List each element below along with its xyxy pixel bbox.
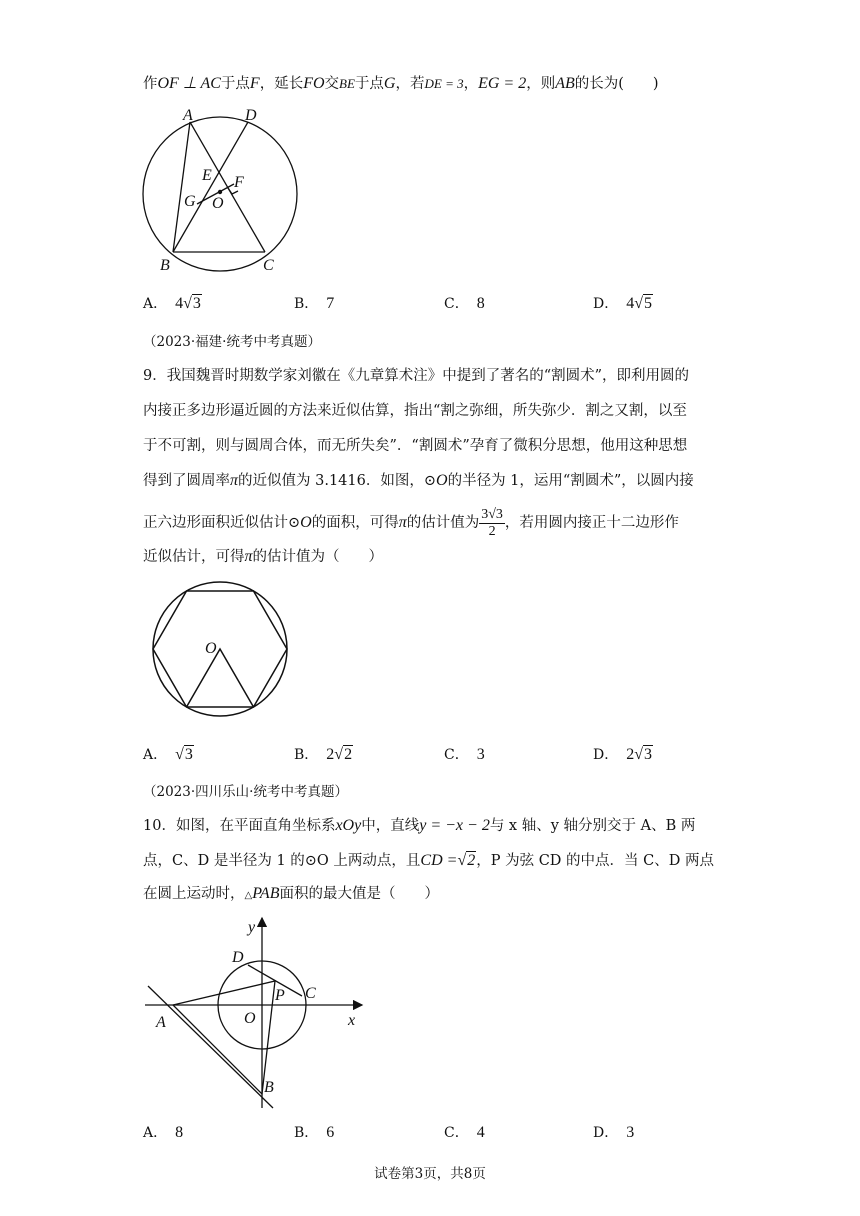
label-A: A (183, 107, 193, 124)
q8-option-b[interactable]: B． 7 (294, 295, 335, 312)
label-O: O (244, 1010, 256, 1027)
fraction-3root3-over-2: $\frac{3√3}{2}$ (481, 506, 503, 539)
q9-stem-line-4: 得到了圆周率π的近似值为 3.1416．如图，⊙O的半径为 1，运用“割圆术”，以圆内接 (143, 472, 694, 489)
q10-option-d[interactable]: D． 3 (593, 1124, 635, 1141)
q10-stem-line-1: 10．如图，在平面直角坐标系xOy中，直线y = −x − 2与 x 轴、y 轴分别交于 A、B 两 (143, 817, 696, 834)
q9-option-d[interactable]: D． 2√3 (593, 746, 653, 763)
q10-figure (140, 908, 370, 1113)
axis-label-y: y (248, 919, 256, 936)
q10-source: （2023·四川乐山·统考中考真题） (143, 784, 348, 800)
label-C: C (263, 257, 274, 274)
label-B: B (264, 1079, 274, 1096)
q9-option-b[interactable]: B． 2√2 (294, 746, 353, 763)
axis-label-x: x (348, 1012, 356, 1029)
label-D: D (232, 949, 244, 966)
label-E: E (202, 167, 212, 184)
q9-stem-line-5: 正六边形面积近似估计⊙O的面积，可得π的估计值为 $\frac{3√3}{2}$ ，若用圆内接正十二边形作 (143, 506, 679, 539)
q9-source: （2023·福建·统考中考真题） (143, 334, 321, 350)
label-O: O (205, 640, 217, 657)
q8-option-a[interactable]: A． 4√3 (143, 295, 201, 312)
q9-option-a[interactable]: A． √3 (143, 746, 193, 763)
q8-option-c[interactable]: C． 8 (444, 295, 485, 312)
q9-stem-line-1: 9．我国魏晋时期数学家刘徽在《九章算术注》中提到了著名的“割圆术”，即利用圆的 (143, 368, 690, 384)
label-F: F (234, 174, 244, 191)
q9-option-c[interactable]: C． 3 (444, 746, 485, 763)
label-P: P (275, 987, 285, 1004)
q9-stem-line-6: 近似估计，可得π的估计值为（ ） (143, 548, 384, 565)
q8-stem-line: 作OF ⊥ AC于点F，延长FO交BE于点G，若DE = 3，EG = 2，则AB的长为( ) (143, 75, 659, 92)
q10-option-c[interactable]: C． 4 (444, 1124, 485, 1141)
q9-figure (148, 578, 298, 728)
q10-option-a[interactable]: A． 8 (143, 1124, 184, 1141)
q10-stem-line-3: 在圆上运动时，△PAB面积的最大值是（ ） (143, 885, 439, 902)
q10-option-b[interactable]: B． 6 (294, 1124, 335, 1141)
label-B: B (160, 257, 170, 274)
q10-stem-line-2: 点，C、D 是半径为 1 的⊙O 上两动点，且CD =√2，P 为弦 CD 的中点．当 C、D 两点 (143, 852, 714, 869)
page-footer: 试卷第3页，共8页 (374, 1166, 486, 1182)
label-A: A (156, 1014, 166, 1031)
q9-stem-line-3: 于不可割，则与圆周合体，而无所失矣”．“割圆术”孕育了微积分思想，他用这种思想 (143, 438, 688, 454)
label-D: D (245, 107, 257, 124)
label-O: O (212, 195, 224, 212)
label-C: C (305, 985, 316, 1002)
label-G: G (184, 193, 196, 210)
q8-option-d[interactable]: D． 4√5 (593, 295, 653, 312)
q8-figure (138, 104, 308, 274)
q9-stem-line-2: 内接正多边形逼近圆的方法来近似估算，指出“割之弥细，所失弥少．割之又割，以至 (143, 403, 687, 419)
